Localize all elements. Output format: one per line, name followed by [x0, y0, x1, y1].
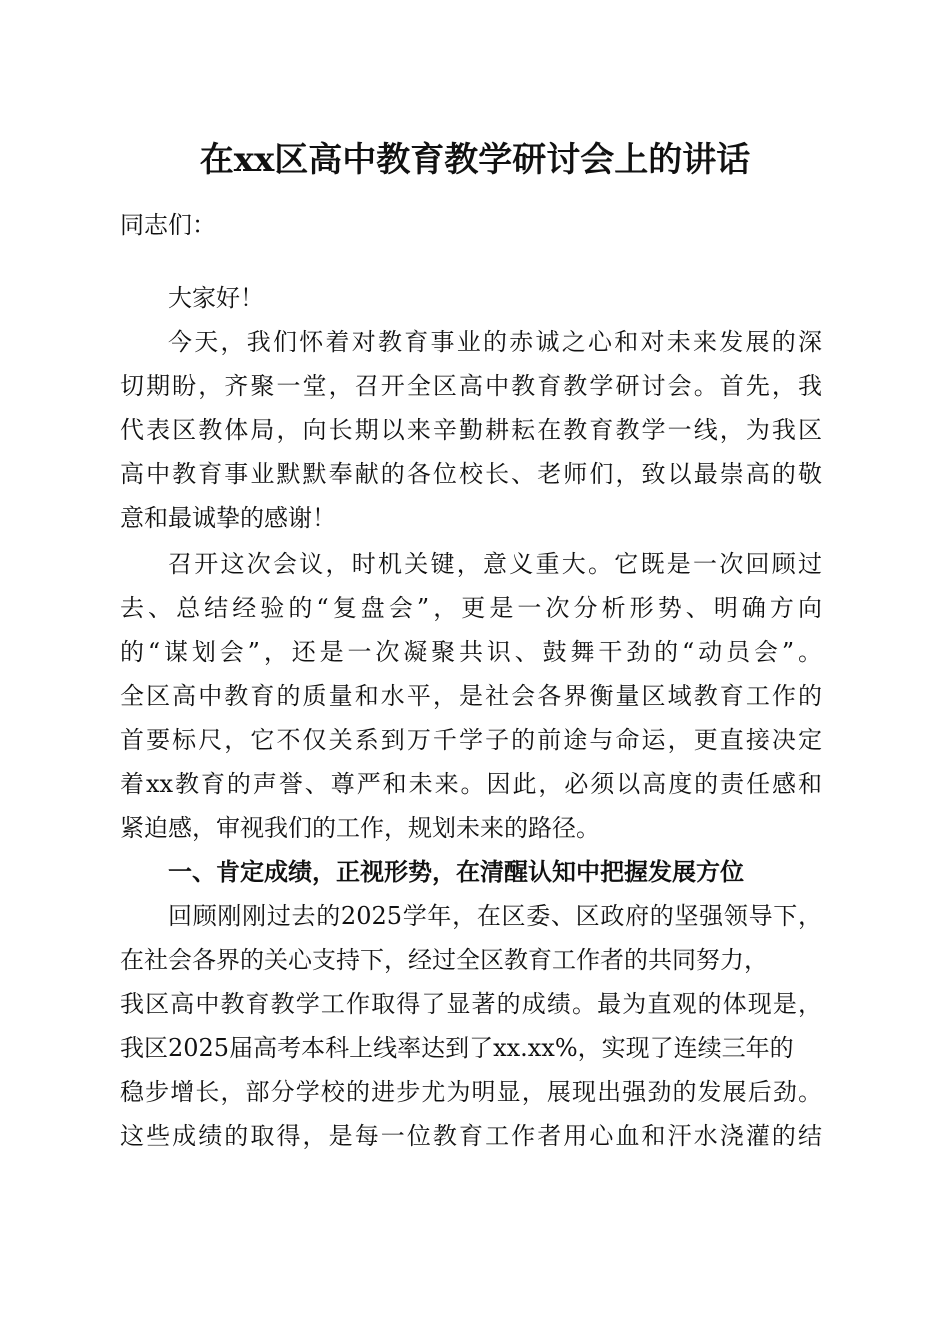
text-line: 高中教育事业默默奉献的各位校长、老师们，致以最崇高的敬: [120, 460, 822, 488]
text-line: 意和最诚挚的感谢！: [120, 504, 336, 532]
text-line: 切期盼，齐聚一堂，召开全区高中教育教学研讨会。首先，我: [120, 372, 822, 400]
text-line: 在社会各界的关心支持下，经过全区教育工作者的共同努力，: [120, 946, 768, 974]
text-line: 代表区教体局，向长期以来辛勤耕耘在教育教学一线，为我区: [120, 416, 822, 444]
text-line: 我区2025届高考本科上线率达到了xx.xx%，实现了连续三年的: [120, 1034, 794, 1062]
text-line: 全区高中教育的质量和水平，是社会各界衡量区域教育工作的: [120, 682, 822, 710]
text-line: 我区高中教育教学工作取得了显著的成绩。最为直观的体现是，: [120, 990, 822, 1018]
text-line: 首要标尺，它不仅关系到万千学子的前途与命运，更直接决定: [120, 726, 822, 754]
text-line: 紧迫感，审视我们的工作，规划未来的路径。: [120, 814, 600, 842]
text-line: 今天，我们怀着对教育事业的赤诚之心和对未来发展的深: [168, 328, 822, 356]
text-line: 的“谋划会”，还是一次凝聚共识、鼓舞干劲的“动员会”。: [120, 638, 822, 666]
text-line: 着xx教育的声誉、尊严和未来。因此，必须以高度的责任感和: [120, 770, 822, 798]
section-heading: 一、肯定成绩，正视形势，在清醒认知中把握发展方位: [168, 858, 744, 886]
document-title: 在xx区高中教育教学研讨会上的讲话: [199, 140, 751, 180]
text-line: 召开这次会议，时机关键，意义重大。它既是一次回顾过: [168, 550, 822, 578]
text-line: 稳步增长，部分学校的进步尤为明显，展现出强劲的发展后劲。: [120, 1078, 822, 1106]
greeting: 大家好！: [168, 284, 264, 312]
text-line: 去、总结经验的“复盘会”，更是一次分析形势、明确方向: [120, 594, 822, 622]
text-line: 回顾刚刚过去的2025学年，在区委、区政府的坚强领导下，: [168, 902, 822, 930]
salutation: 同志们：: [120, 211, 216, 239]
text-line: 这些成绩的取得，是每一位教育工作者用心血和汗水浇灌的结: [120, 1122, 822, 1150]
